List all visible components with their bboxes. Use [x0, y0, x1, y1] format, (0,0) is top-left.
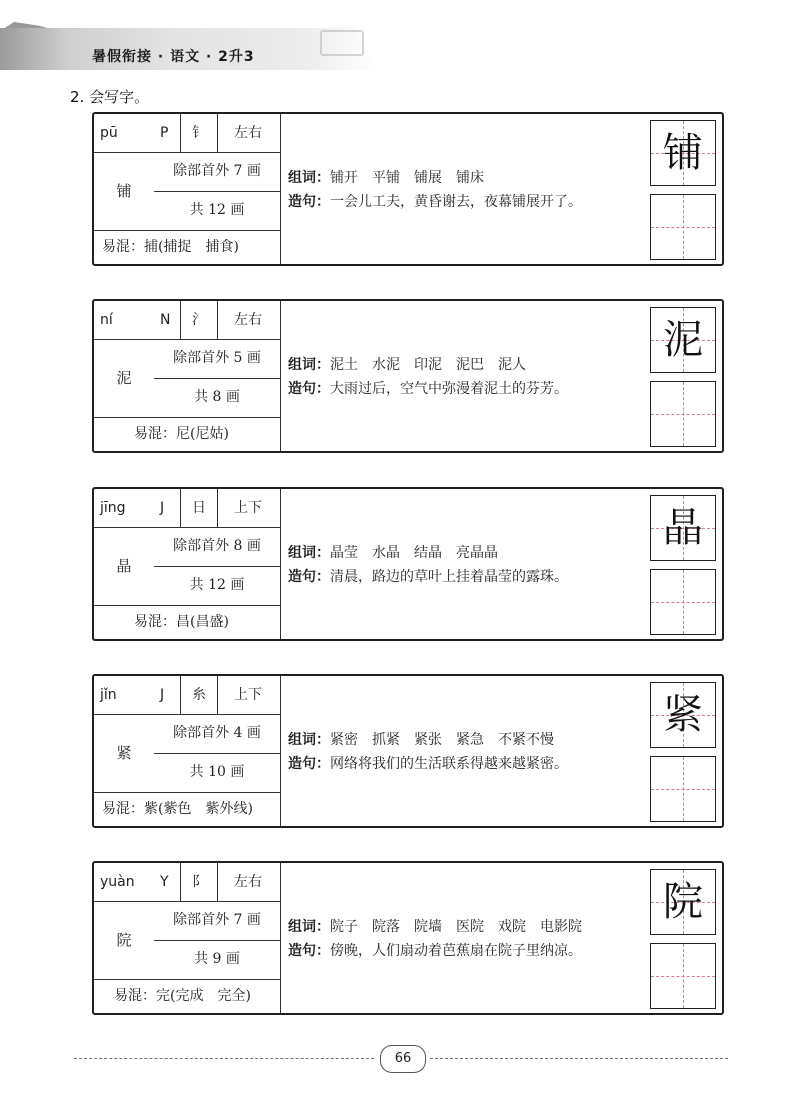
- pinyin: pū: [100, 125, 118, 141]
- strokes-except-radical: 除部首外 5 画: [154, 339, 280, 379]
- stroke-row: [94, 339, 280, 418]
- words-label: 组词：: [288, 732, 330, 748]
- usage-block: [288, 728, 638, 776]
- words-label: 组词：: [288, 170, 330, 186]
- stroke-row: [94, 714, 280, 793]
- running-header-title: 暑假衔接 · 语文 · 2升3: [92, 49, 255, 65]
- pronunciation-row: [94, 301, 280, 340]
- character-card: [92, 487, 724, 641]
- confusable-text: 易混：捕(捕捉 捕食): [102, 239, 239, 255]
- character: 晶: [116, 557, 132, 575]
- character: 院: [116, 931, 132, 949]
- word-list: 泥土 水泥 印泥 泥巴 泥人: [330, 357, 526, 373]
- radical: 氵: [180, 301, 218, 339]
- character-info-table: [94, 489, 281, 639]
- confusable-text: 易混：昌(昌盛): [134, 614, 229, 630]
- initial-letter: P: [160, 125, 169, 141]
- writing-practice-box[interactable]: [650, 194, 716, 260]
- section-title: 2. 会写字。: [70, 88, 150, 106]
- character-info-table: [94, 863, 281, 1013]
- model-character-box: [650, 120, 716, 186]
- model-character-box: [650, 869, 716, 935]
- stroke-row: [94, 527, 280, 606]
- words-label: 组词：: [288, 545, 330, 561]
- pinyin: ní: [100, 312, 113, 328]
- model-character: 铺: [663, 130, 703, 176]
- pinyin: jīng: [100, 500, 126, 516]
- example-sentence: 网络将我们的生活联系得越来越紧密。: [330, 756, 568, 772]
- character: 紧: [116, 744, 132, 762]
- confusable-row: [94, 979, 280, 1013]
- strokes-total: 共 12 画: [189, 202, 245, 218]
- example-sentence: 一会儿工夫，黄昏谢去，夜幕铺展开了。: [330, 194, 582, 210]
- example-sentence: 傍晚，人们扇动着芭蕉扇在院子里纳凉。: [330, 943, 582, 959]
- page-number: 66: [380, 1045, 426, 1073]
- grid-guide-vertical: [683, 757, 684, 821]
- usage-block: [288, 541, 638, 589]
- structure: 左右: [234, 312, 262, 328]
- stroke-row: [94, 152, 280, 231]
- initial-letter: N: [160, 312, 171, 328]
- writing-practice-box[interactable]: [650, 569, 716, 635]
- structure: 左右: [234, 125, 262, 141]
- character-card: [92, 861, 724, 1015]
- word-list: 晶莹 水晶 结晶 亮晶晶: [330, 545, 498, 561]
- sentence-line: [288, 565, 638, 589]
- confusable-row: [94, 792, 280, 826]
- pronunciation-row: [94, 676, 280, 715]
- radical: 糸: [180, 676, 218, 714]
- word-line: [288, 353, 638, 377]
- radical: 钅: [180, 114, 218, 152]
- footer-divider-right: [430, 1058, 728, 1059]
- word-line: [288, 541, 638, 565]
- word-list: 紧密 抓紧 紧张 紧急 不紧不慢: [330, 732, 554, 748]
- confusable-row: [94, 230, 280, 264]
- strokes-total: 共 8 画: [194, 389, 240, 405]
- writing-practice-box[interactable]: [650, 943, 716, 1009]
- sentence-label: 造句：: [288, 943, 330, 959]
- character-card: [92, 674, 724, 828]
- strokes-total: 共 12 画: [189, 577, 245, 593]
- word-line: [288, 728, 638, 752]
- pinyin: jǐn: [100, 687, 117, 703]
- pinyin: yuàn: [100, 874, 135, 890]
- strokes-total: 共 9 画: [194, 951, 240, 967]
- model-character-box: [650, 307, 716, 373]
- confusable-text: 易混：尼(尼姑): [134, 426, 229, 442]
- initial-letter: J: [160, 500, 165, 516]
- word-list: 院子 院落 院墙 医院 戏院 电影院: [330, 919, 582, 935]
- header-ornament: [320, 30, 364, 56]
- character-info-table: [94, 676, 281, 826]
- strokes-total: 共 10 画: [189, 764, 245, 780]
- grid-guide-vertical: [683, 382, 684, 446]
- sentence-label: 造句：: [288, 569, 330, 585]
- usage-block: [288, 166, 638, 214]
- sentence-line: [288, 939, 638, 963]
- grid-guide-vertical: [683, 944, 684, 1008]
- model-character-box: [650, 495, 716, 561]
- character-info-table: [94, 114, 281, 264]
- radical: 阝: [180, 863, 218, 901]
- character-info-table: [94, 301, 281, 451]
- model-character: 院: [663, 879, 703, 925]
- grid-guide-vertical: [683, 195, 684, 259]
- example-sentence: 大雨过后，空气中弥漫着泥土的芬芳。: [330, 381, 568, 397]
- footer-divider-left: [74, 1058, 374, 1059]
- writing-practice-box[interactable]: [650, 381, 716, 447]
- writing-practice-box[interactable]: [650, 756, 716, 822]
- structure: 上下: [234, 500, 262, 516]
- character-card: [92, 112, 724, 266]
- character: 泥: [116, 369, 132, 387]
- character: 铺: [116, 182, 132, 200]
- usage-block: [288, 915, 638, 963]
- initial-letter: Y: [160, 874, 169, 890]
- radical: 日: [180, 489, 218, 527]
- sentence-line: [288, 752, 638, 776]
- usage-block: [288, 353, 638, 401]
- strokes-except-radical: 除部首外 4 画: [154, 714, 280, 754]
- word-list: 铺开 平铺 铺展 铺床: [330, 170, 484, 186]
- sentence-label: 造句：: [288, 381, 330, 397]
- model-character: 紧: [663, 692, 703, 738]
- structure: 左右: [234, 874, 262, 890]
- pronunciation-row: [94, 114, 280, 153]
- confusable-row: [94, 417, 280, 451]
- words-label: 组词：: [288, 919, 330, 935]
- sentence-label: 造句：: [288, 194, 330, 210]
- words-label: 组词：: [288, 357, 330, 373]
- strokes-except-radical: 除部首外 7 画: [154, 152, 280, 192]
- pronunciation-row: [94, 863, 280, 902]
- word-line: [288, 166, 638, 190]
- example-sentence: 清晨，路边的草叶上挂着晶莹的露珠。: [330, 569, 568, 585]
- sentence-label: 造句：: [288, 756, 330, 772]
- confusable-text: 易混：紫(紫色 紫外线): [102, 801, 253, 817]
- word-line: [288, 915, 638, 939]
- pronunciation-row: [94, 489, 280, 528]
- grid-guide-vertical: [683, 570, 684, 634]
- initial-letter: J: [160, 687, 165, 703]
- character-card: [92, 299, 724, 453]
- strokes-except-radical: 除部首外 7 画: [154, 901, 280, 941]
- strokes-except-radical: 除部首外 8 画: [154, 527, 280, 567]
- model-character: 晶: [663, 505, 703, 551]
- confusable-text: 易混：完(完成 完全): [114, 988, 251, 1004]
- model-character-box: [650, 682, 716, 748]
- stroke-row: [94, 901, 280, 980]
- structure: 上下: [234, 687, 262, 703]
- model-character: 泥: [663, 317, 703, 363]
- confusable-row: [94, 605, 280, 639]
- sentence-line: [288, 190, 638, 214]
- sentence-line: [288, 377, 638, 401]
